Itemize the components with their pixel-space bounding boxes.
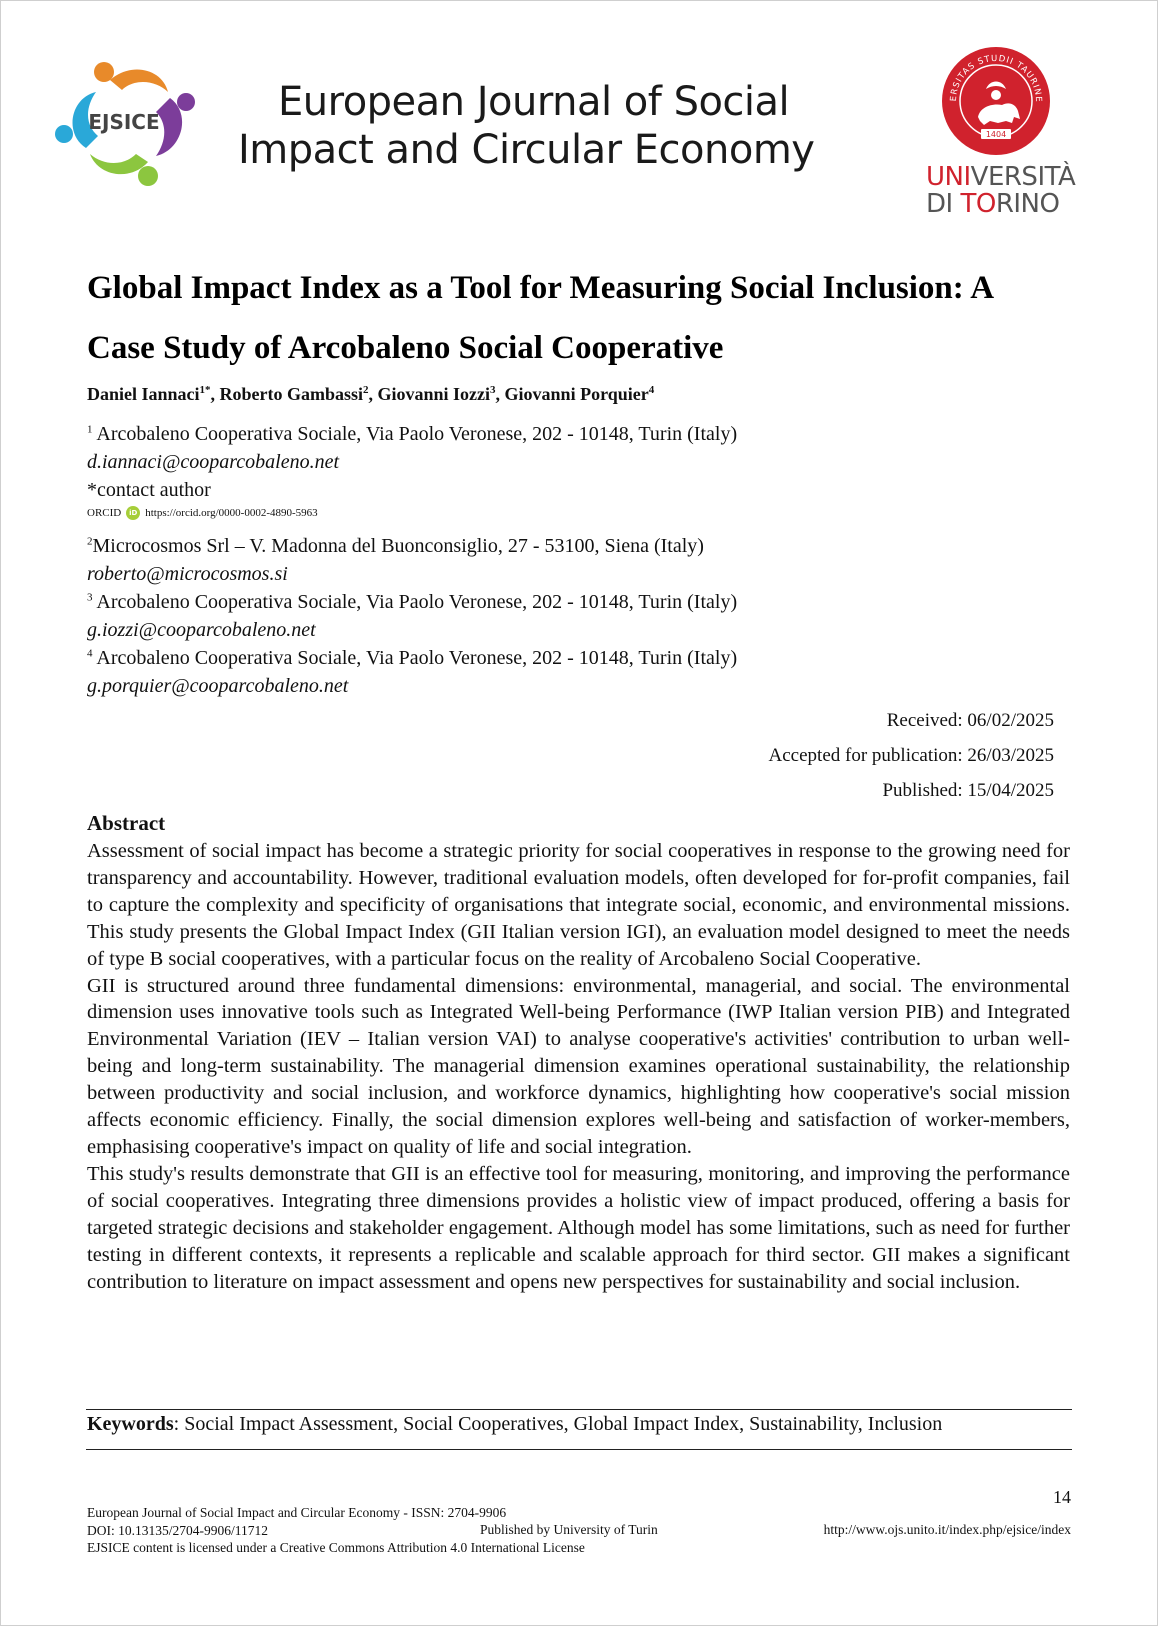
author: Giovanni Iozzi [377,384,491,404]
author-email-link[interactable]: d.iannaci@cooparcobaleno.net [87,451,340,473]
orcid-link[interactable]: https://orcid.org/0000-0002-4890-5963 [145,507,318,519]
unito-seal-logo [940,45,1052,157]
seal-arc-text: ERSITAS STUDII TAURINE [948,53,1044,103]
journal-title [238,78,815,174]
ejsice-logo-text: EJSICE [88,110,160,134]
journal-title-line1: European Journal of Social [278,79,790,125]
abstract-paragraph: This study's results demonstrate that GII is an effective tool for measuring, monitoring, and improving the performance of social cooperatives. Integrating three dimensions provides a holistic view of impact produced, offering a basis for targeted strategic decisions and stakeholder engagement. Although model has some limitations, such as need for further testing in different contexts, it represents a replicable and scalable approach for third sector. GII makes a significant contribution to literature on impact assessment and opens new perspectives for sustainability and social inclusion. [87,1162,1070,1293]
received-date: Received: 06/02/2025 [886,710,1054,731]
author: Giovanni Porquier [504,384,649,404]
keywords-top-rule [86,1409,1072,1410]
keywords-bottom-rule [86,1449,1072,1450]
keywords [87,1413,942,1436]
abstract-paragraph: GII is structured around three fundamental dimensions: environmental, managerial, and social. The environmental dimension uses innovative tools such as Integrated Well-being Performance (IWP Italian version PIB) and Integrated Environmental Variation (IEV – Italian version VAI) to analyse cooperative's activities' contribution to urban well-being and long-term sustainability. The managerial dimension examines operational sustainability, the relationship between productivity and social inclusion, and workforce dynamics, highlighting how cooperative's social mission affects economic efficiency. Finally, the social dimension explores well-being and satisfaction of worker-members, emphasising cooperative's impact on quality of life and social integration. [87,974,1070,1158]
seal-year: 1404 [985,130,1007,139]
abstract-heading: Abstract [87,811,166,835]
author-email-link[interactable]: g.iozzi@cooparcobaleno.net [87,619,316,641]
abstract-body [87,838,1070,1295]
footer-issn: European Journal of Social Impact and Circular Economy - ISSN: 2704-9906 [87,1505,507,1520]
orcid-icon: iD [126,506,140,520]
affiliation-1: $^1$ Arcobaleno Cooperativa Sociale, Via Paolo Veronese, 202 - 10148, Turin (Italy) d.iannaci@cooparcobaleno.net *contact author ORCID iD https://orcid.org/0000-0002-4890-5963 [87,420,737,522]
affiliation-3: $^3$ Arcobaleno Cooperativa Sociale, Via Paolo Veronese, 202 - 10148, Turin (Italy) g.iozzi@cooparcobaleno.net [87,588,737,644]
author-email-link[interactable]: roberto@microcosmos.si [87,563,288,585]
keywords-list: : Social Impact Assessment, Social Cooperatives, Global Impact Index, Sustainability, Inclusion [173,1413,943,1435]
footer-url-link[interactable]: http://www.ojs.unito.it/index.php/ejsice/index [823,1522,1071,1537]
journal-title-line2: Impact and Circular Economy [238,127,815,173]
author-email-link[interactable]: g.porquier@cooparcobaleno.net [87,675,349,697]
author-list: Daniel Iannaci$^{1*}$, Roberto Gambassi$^2$, Giovanni Iozzi$^3$, Giovanni Porquier$^4$ [87,384,655,404]
affiliation-4: $^4$ Arcobaleno Cooperativa Sociale, Via Paolo Veronese, 202 - 10148, Turin (Italy) g.porquier@cooparcobaleno.net [87,644,737,700]
author: Daniel Iannaci [87,384,200,404]
ejsice-logo [52,58,202,188]
published-date: Published: 15/04/2025 [882,780,1054,801]
affiliation-2: $^2$Microcosmos Srl – V. Madonna del Buonconsiglio, 27 - 53100, Siena (Italy) roberto@microcosmos.si [87,532,704,588]
footer-doi: DOI: 10.13135/2704-9906/11712 [87,1522,268,1538]
publication-dates [769,703,1054,808]
university-name: UNIVERSITÀ DI TORINO [926,162,1076,219]
accepted-date: Accepted for publication: 26/03/2025 [768,745,1054,766]
abstract-paragraph: Assessment of social impact has become a strategic priority for social cooperatives in response to the growing need for transparency and accountability. However, traditional evaluation models, often developed for for-profit companies, fail to capture the complexity and specificity of organisations that integrate social, economic, and environmental missions. This study presents the Global Impact Index (GII Italian version IGI), an evaluation model designed to meet the needs of type B social cooperatives, with a particular focus on the reality of Arcobaleno Social Cooperative. [87,840,1070,970]
author: Roberto Gambassi [219,384,364,404]
footer-publisher: Published by University of Turin [480,1522,658,1537]
footer-license: EJSICE content is licensed under a Creative Commons Attribution 4.0 International License [87,1540,585,1555]
page-number: 14 [1053,1487,1071,1507]
keywords-label: Keywords [87,1413,174,1435]
orcid-row: ORCID iD https://orcid.org/0000-0002-4890-5963 [87,504,737,522]
contact-note: *contact author [87,479,211,501]
paper-title: Global Impact Index as a Tool for Measuring Social Inclusion: A Case Study of Arcobaleno Social Cooperative [87,270,995,366]
